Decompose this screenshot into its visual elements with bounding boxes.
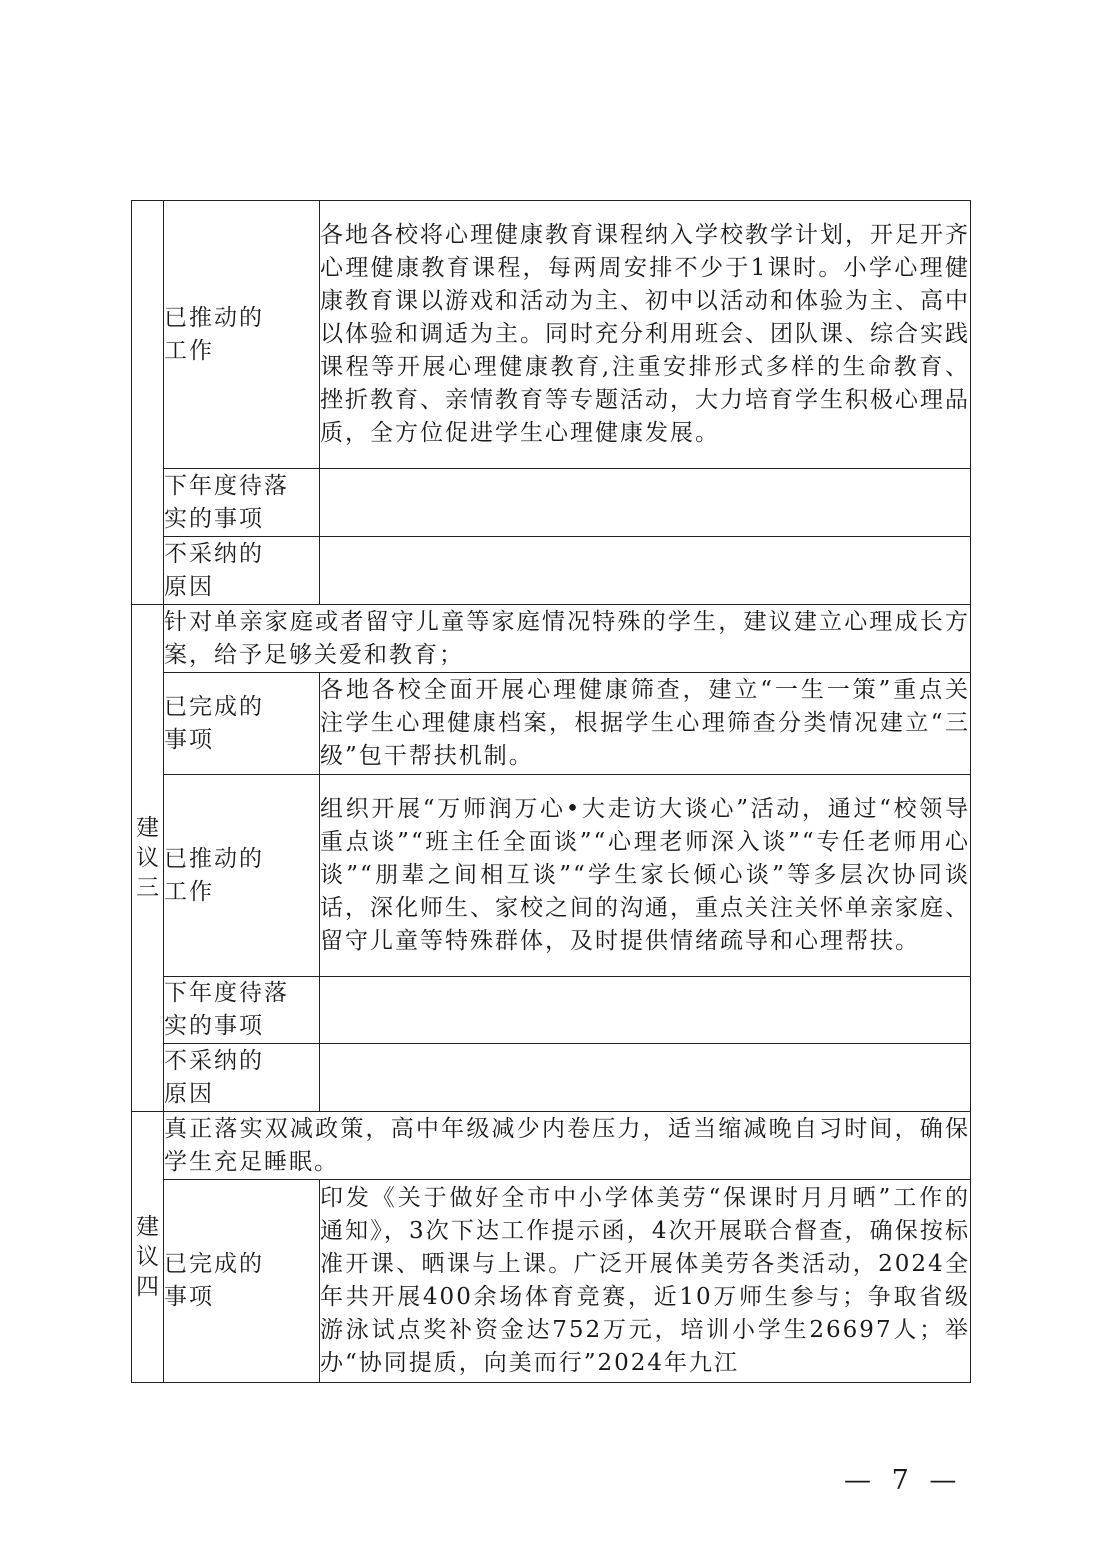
side-char: 四 (136, 1274, 159, 1300)
row-label (164, 469, 320, 537)
side-char: 议 (136, 1244, 159, 1270)
page-number: — 7 — (844, 1465, 963, 1496)
table-row (132, 605, 971, 673)
row-label (164, 1180, 320, 1383)
row-content: 各地各校全面开展心理健康筛查，建立“一生一策”重点关注学生心理健康档案，根据学生心理筛查分类情况建立“三级”包干帮扶机制。 (320, 673, 971, 775)
row-content (320, 977, 971, 1044)
row-label-line: 事项 (164, 726, 214, 753)
row-label-line: 下年度待落 (164, 980, 289, 1006)
suggestion-4-side-label (132, 1112, 164, 1383)
side-char: 建 (136, 815, 159, 841)
row-label (164, 673, 320, 775)
row-label (164, 977, 320, 1044)
table-row (132, 469, 971, 537)
row-label (164, 1044, 320, 1112)
row-label-line: 工作 (164, 878, 214, 905)
row-label-line: 实的事项 (164, 505, 264, 532)
suggestion-3-side-label (132, 605, 164, 1112)
row-label-line: 不采纳的 (164, 1047, 264, 1074)
row-content: 印发《关于做好全市中小学体美劳“保课时月月晒”工作的通知》，3次下达工作提示函，4次开展联合督查，确保按标准开课、晒课与上课。广泛开展体美劳各类活动，2024全年共开展400余场体育竞赛，近10万师生参与；争取省级游泳试点奖补资金达752万元，培训小学生26697人；举办“协同提质，向美而行”2024年九江 (320, 1180, 971, 1383)
table-row (132, 673, 971, 775)
side-cell-empty (132, 201, 164, 605)
row-label-line: 原因 (164, 573, 214, 600)
suggestion-3-text: 针对单亲家庭或者留守儿童等家庭情况特殊的学生，建议建立心理成长方案，给予足够关爱和教育； (164, 605, 971, 673)
suggestion-4-text: 真正落实双减政策，高中年级减少内卷压力，适当缩减晚自习时间，确保学生充足睡眠。 (164, 1112, 971, 1180)
row-label-line: 已完成的 (164, 693, 264, 720)
row-label-line: 工作 (164, 337, 214, 364)
row-label-line: 不采纳的 (164, 540, 264, 567)
row-label (164, 201, 320, 469)
row-label-line: 已完成的 (164, 1251, 264, 1277)
row-label-line: 已推动的 (164, 304, 264, 331)
table-row (132, 775, 971, 977)
table-row (132, 1044, 971, 1112)
row-label-line: 实的事项 (164, 1013, 264, 1039)
row-label-line: 下年度待落 (164, 472, 289, 499)
table-row (132, 537, 971, 605)
table-row (132, 201, 971, 469)
table-row (132, 1180, 971, 1383)
row-label-line: 原因 (164, 1080, 214, 1107)
side-char: 建 (136, 1214, 159, 1240)
table-row (132, 1112, 971, 1180)
row-label-line: 已推动的 (164, 845, 264, 872)
report-table (131, 200, 971, 1383)
row-content: 各地各校将心理健康教育课程纳入学校教学计划，开足开齐心理健康教育课程，每两周安排不少于1课时。小学心理健康教育课以游戏和活动为主、初中以活动和体验为主、高中以体验和调适为主。同时充分利用班会、团队课、综合实践课程等开展心理健康教育,注重安排形式多样的生命教育、挫折教育、亲情教育等专题活动，大力培育学生积极心理品质，全方位促进学生心理健康发展。 (320, 201, 971, 469)
row-content (320, 537, 971, 605)
row-label (164, 537, 320, 605)
side-char: 三 (136, 875, 159, 901)
side-char: 议 (136, 845, 159, 871)
row-content (320, 1044, 971, 1112)
row-content: 组织开展“万师润万心•大走访大谈心”活动，通过“校领导重点谈”“班主任全面谈”“心理老师深入谈”“专任老师用心谈”“朋辈之间相互谈”“学生家长倾心谈”等多层次协同谈话，深化师生、家校之间的沟通，重点关注关怀单亲家庭、留守儿童等特殊群体，及时提供情绪疏导和心理帮扶。 (320, 775, 971, 977)
table-row (132, 977, 971, 1044)
row-content (320, 469, 971, 537)
row-label (164, 775, 320, 977)
row-label-line: 事项 (164, 1284, 214, 1310)
